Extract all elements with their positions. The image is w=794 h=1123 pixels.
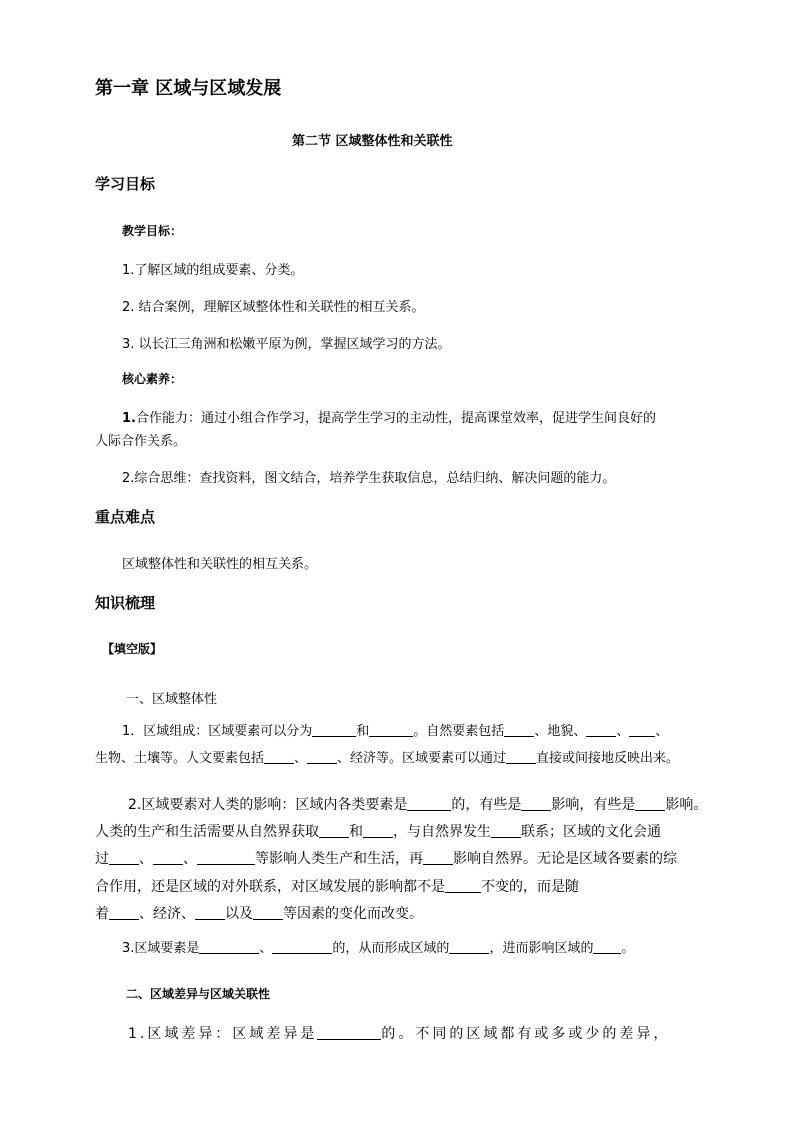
paragraph-2-line-3: 过 、 、 等影响人类生产和生活，再 影响自然界。无论是区域各要素的综 [95,851,677,867]
objective-item: 3. 以长江三角洲和松嫩平原为例，掌握区域学习的方法。 [122,337,451,352]
paragraph-2-line-5: 着 、经济、 以及 等因素的变化而改变。 [95,906,423,922]
fill-blank[interactable] [272,939,332,954]
paragraph-2-line-1: 2.区域要素对人类的影响：区域内各类要素是 的，有些是 影响，有些是 影响。 [128,797,708,813]
fill-blank[interactable] [491,823,521,838]
paragraph-3: 3.区域要素是 、 的，从而形成区域的 ，进而影响区域的 。 [122,941,635,956]
fill-blank[interactable] [449,939,489,954]
fill-blank[interactable] [264,749,294,764]
teaching-objectives-label: 教学目标： [122,224,183,238]
objective-item: 1.了解区域的组成要素、分类。 [122,263,304,278]
fill-blank[interactable] [506,749,536,764]
fill-blank[interactable] [307,749,337,764]
fill-blank[interactable] [195,905,225,920]
core-literacy-item-1: 1.合作能力：通过小组合作学习，提高学生学习的主动性，提高课堂效率，促进学生间良好的 [122,411,656,426]
fill-blank[interactable] [197,850,255,865]
key-points-text: 区域整体性和关联性的相互关系。 [122,557,318,572]
fill-blank[interactable] [521,796,551,811]
item-number: 1. [122,411,136,426]
fill-blank[interactable] [317,1025,381,1040]
paragraph-2-line-2: 人类的生产和生活需要从自然界获取 和 ，与自然界发生 联系；区域的文化会通 [95,824,661,840]
section-title: 第二节 区域整体性和关联性 [292,134,453,149]
fill-blank[interactable] [363,823,393,838]
fill-blank[interactable] [319,823,349,838]
fill-blank[interactable] [445,878,481,893]
fill-blank[interactable] [593,939,621,954]
fill-blank[interactable] [407,796,451,811]
part1-title: 一、区域整体性 [126,692,218,707]
heading-key-points: 重点难点 [95,508,156,526]
paragraph-4: 1.区域差异：区域差异是 的。不同的区域都有或多或少的差异， [128,1026,671,1042]
fill-blank[interactable] [109,850,139,865]
fill-blank[interactable] [312,722,356,737]
chapter-title: 第一章 区域与区域发展 [95,78,282,99]
core-literacy-item-2: 2.综合思维：查找资料，图文结合，培养学生获取信息，总结归纳、解决问题的能力。 [122,471,616,486]
paragraph-2-line-4: 合作用，还是区域的对外联系，对区域发展的影响都不是 不变的，而是随 [95,879,579,895]
fill-blank[interactable] [504,722,534,737]
heading-objectives: 学习目标 [95,175,156,193]
fill-blank[interactable] [635,796,665,811]
objective-item: 2. 结合案例，理解区域整体性和关联性的相互关系。 [122,300,425,315]
fill-blank[interactable] [423,850,453,865]
core-literacy-label: 核心素养： [122,372,183,386]
fill-blank[interactable] [199,939,259,954]
paragraph-1-line-2: 生物、土壤等。人文要素包括 、 、经济等。区域要素可以通过 直接或间接地反映出来。 [95,751,680,766]
fill-blank[interactable] [109,905,139,920]
paragraph-1-line-1: 1．区域组成：区域要素可以分为 和 。自然要素包括 、地貌、 、 、 [122,724,669,739]
fill-blank[interactable] [629,722,655,737]
part2-title: 二、区域差异与区域关联性 [126,987,271,1001]
fill-blank[interactable] [369,722,413,737]
fill-in-tag: 【填空版】 [102,642,163,656]
fill-blank[interactable] [586,722,616,737]
fill-blank[interactable] [153,850,183,865]
heading-knowledge: 知识梳理 [95,594,156,612]
core-literacy-item-1-cont: 人际合作关系。 [95,434,187,449]
fill-blank[interactable] [253,905,283,920]
